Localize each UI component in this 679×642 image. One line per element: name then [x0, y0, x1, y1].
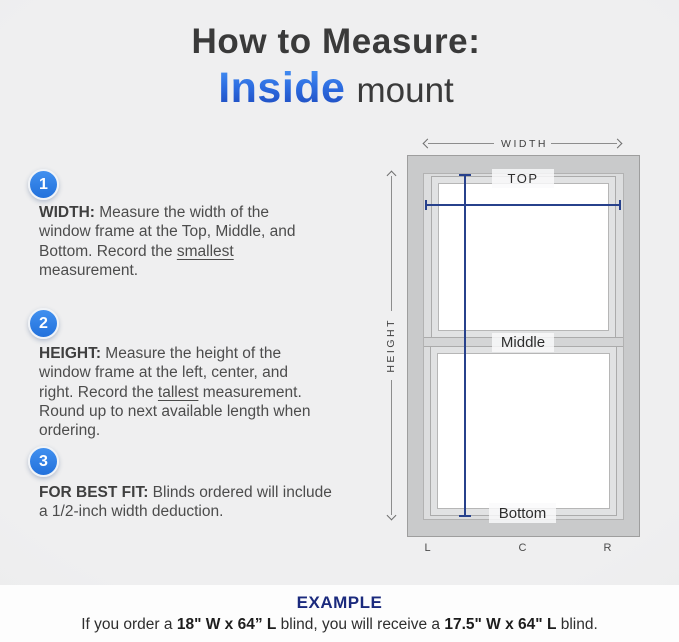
example-section [0, 585, 679, 642]
example-suffix: blind. [556, 616, 598, 633]
step-1-underlined-word: smallest [176, 242, 234, 260]
step-2-line-3b: measurement. [198, 383, 302, 401]
marker-right: R [603, 542, 613, 554]
step-2-lead: HEIGHT: [39, 345, 101, 362]
step-2-line-4: Round up to next available length when [39, 402, 311, 420]
step-1-text [39, 203, 383, 280]
arrow-left-icon [423, 139, 433, 149]
subtitle-highlight: Inside [218, 64, 346, 112]
step-1-badge [28, 169, 59, 200]
step-2-line-1: Measure the height of the [101, 345, 282, 362]
width-arrow-line [428, 143, 494, 144]
label-bottom [489, 503, 556, 523]
label-top [492, 169, 554, 188]
width-measure-line [425, 204, 621, 206]
example-ordered-size: 18" W x 64” L [176, 616, 277, 633]
height-measure-line [464, 174, 466, 517]
step-3-line-2: a 1/2-inch width deduction. [39, 503, 224, 521]
arrow-right-icon [613, 139, 623, 149]
label-middle [492, 333, 554, 352]
height-label: HEIGHT [385, 318, 397, 373]
example-received-size: 17.5" W x 64" L [444, 616, 557, 633]
window-lower-sash [431, 347, 616, 515]
subtitle-suffix: mount [356, 71, 454, 110]
step-3-number: 3 [39, 452, 48, 470]
step-2-text [39, 344, 383, 440]
example-text [0, 616, 679, 634]
example-middle: blind, you will receive a [276, 616, 445, 633]
step-3-badge [28, 446, 59, 477]
step-1-line-4: measurement. [39, 261, 139, 279]
step-3-text [39, 483, 383, 522]
step-1-line-1: Measure the width of the [94, 204, 269, 221]
label-middle-text: Middle [500, 334, 546, 351]
window-upper-sash [432, 177, 615, 337]
title-block [0, 22, 672, 113]
arrow-down-icon [387, 511, 397, 521]
step-1-number: 1 [39, 175, 48, 193]
step-2-line-5: ordering. [39, 422, 101, 440]
height-dimension-arrow [385, 172, 398, 519]
example-heading: EXAMPLE [296, 593, 383, 612]
step-2-line-3: right. Record the [39, 383, 158, 401]
step-1-line-2: window frame at the Top, Middle, and [39, 223, 296, 241]
example-prefix: If you order a [81, 616, 177, 633]
width-label: WIDTH [501, 137, 548, 150]
step-1-line-3: Bottom. Record the [39, 242, 177, 260]
width-dimension-arrow [424, 137, 621, 150]
step-2-number: 2 [39, 314, 48, 332]
marker-center: C [518, 542, 528, 554]
page-subtitle [0, 64, 672, 113]
step-1-lead: WIDTH: [39, 204, 95, 221]
marker-left: L [424, 542, 432, 554]
page-title: How to Measure: [191, 22, 481, 61]
step-2-underlined-word: tallest [157, 383, 199, 401]
label-top-text: TOP [507, 171, 539, 186]
step-2-badge [28, 308, 59, 339]
height-arrow-line [391, 380, 392, 515]
step-3-lead: FOR BEST FIT: [39, 484, 149, 501]
width-arrow-line [551, 143, 617, 144]
height-arrow-line [391, 176, 392, 311]
step-2-line-2: window frame at the left, center, and [39, 364, 288, 382]
step-3-line-1: Blinds ordered will include [148, 484, 332, 501]
arrow-up-icon [387, 171, 397, 181]
label-bottom-text: Bottom [498, 504, 547, 522]
